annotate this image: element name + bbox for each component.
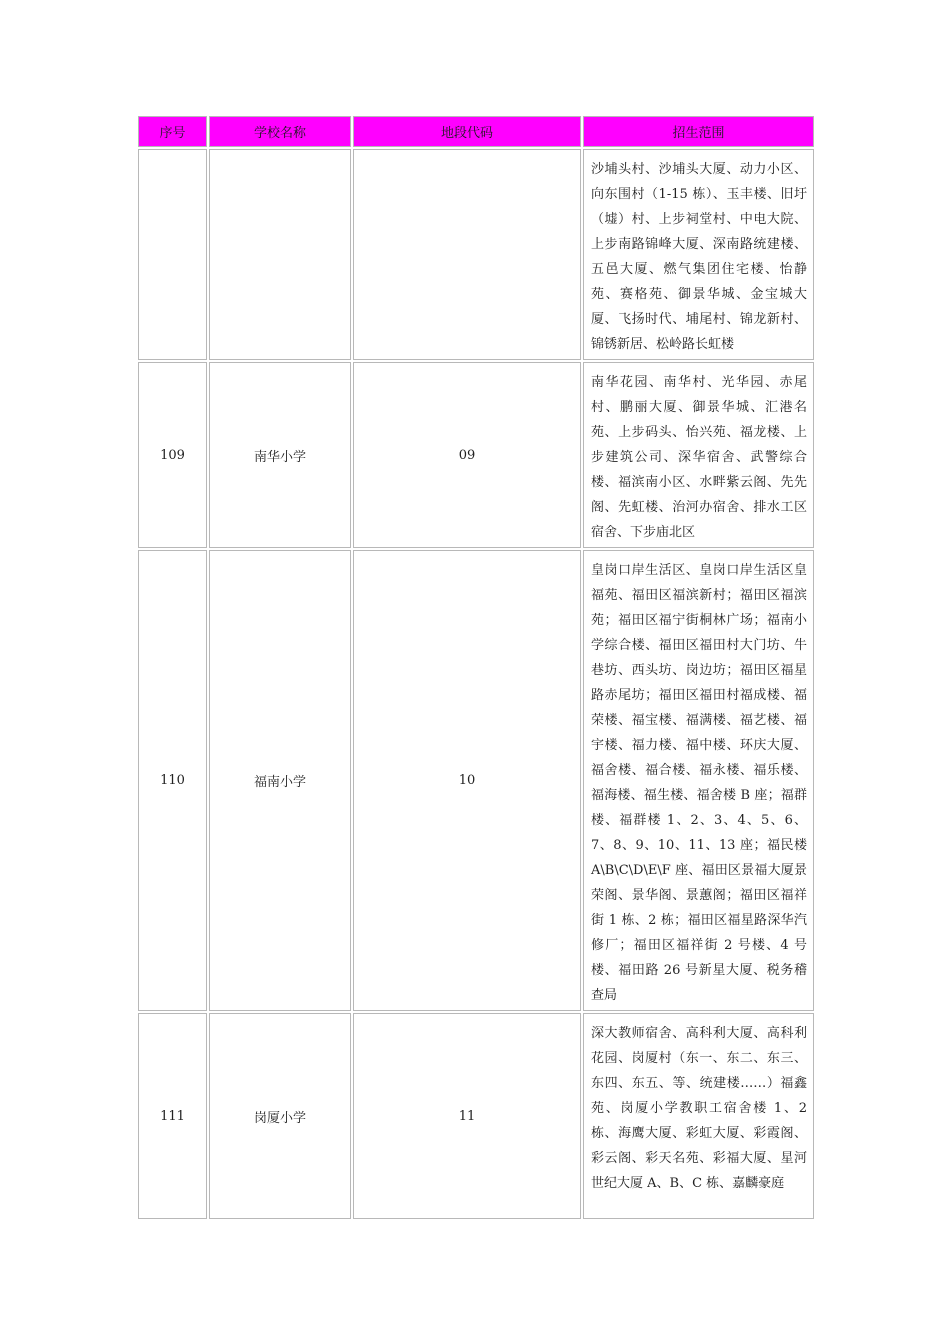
header-enrollment-scope: 招生范围	[583, 116, 814, 147]
enrollment-scope-cell: 皇岗口岸生活区、皇岗口岸生活区皇福苑、福田区福滨新村；福田区福滨苑；福田区福宁街桐林广场；福南小学综合楼、福田区福田村大门坊、牛巷坊、西头坊、岗边坊；福田区福星路赤尾坊；福田区福田村福成楼、福荣楼、福宝楼、福满楼、福艺楼、福宇楼、福力楼、福中楼、环庆大厦、福舍楼、福合楼、福永楼、福乐楼、福海楼、福生楼、福舍楼 B 座；福群楼、福群楼 1、2、3、4、5、6、7、8、9、10、11、13 座；福民楼 A\B\C\D\E\F 座、福田区景福大厦景荣阁、景华阁、景蕙阁；福田区福祥街 1 栋、2 栋；福田区福星路深华汽修厂；福田区福祥街 2 号楼、4 号楼、福田路 26 号新星大厦、税务稽查局	[583, 550, 814, 1011]
district-code-cell	[353, 149, 581, 360]
header-district-code: 地段代码	[353, 116, 581, 147]
district-code-cell: 09	[353, 362, 581, 548]
enrollment-scope-cell: 深大教师宿舍、高科利大厦、高科利花园、岗厦村（东一、东二、东三、东四、东五、等、统建楼……）福鑫苑、岗厦小学教职工宿舍楼 1、2 栋、海鹰大厦、彩虹大厦、彩霞阁、彩云阁、彩天名苑、彩福大厦、星河世纪大厦 A、B、C 栋、嘉麟豪庭	[583, 1013, 814, 1219]
district-code-cell: 10	[353, 550, 581, 1011]
enrollment-scope-cell: 南华花园、南华村、光华园、赤尾村、鹏丽大厦、御景华城、汇港名苑、上步码头、怡兴苑、福龙楼、上步建筑公司、深华宿舍、武警综合楼、福滨南小区、水畔紫云阁、先先阁、先虹楼、治河办宿舍、排水工区宿舍、下步庙北区	[583, 362, 814, 548]
header-serial-no: 序号	[138, 116, 207, 147]
school-name-cell: 福南小学	[209, 550, 351, 1011]
school-name-cell: 岗厦小学	[209, 1013, 351, 1219]
enrollment-table	[136, 114, 816, 1221]
table-row	[138, 149, 814, 360]
serial-no-cell: 110	[138, 550, 207, 1011]
header-school-name: 学校名称	[209, 116, 351, 147]
table-row	[138, 550, 814, 1011]
table-row	[138, 362, 814, 548]
enrollment-scope-cell: 沙埔头村、沙埔头大厦、动力小区、向东围村（1-15 栋）、玉丰楼、旧圩（墟）村、上步祠堂村、中电大院、上步南路锦峰大厦、深南路统建楼、五邑大厦、燃气集团住宅楼、怡静苑、赛格苑、御景华城、金宝城大厦、飞扬时代、埔尾村、锦龙新村、锦锈新居、松岭路长虹楼	[583, 149, 814, 360]
school-name-cell: 南华小学	[209, 362, 351, 548]
district-code-cell: 11	[353, 1013, 581, 1219]
table-row	[138, 1013, 814, 1219]
school-name-cell	[209, 149, 351, 360]
table-header-row	[138, 116, 814, 147]
serial-no-cell: 109	[138, 362, 207, 548]
serial-no-cell	[138, 149, 207, 360]
serial-no-cell: 111	[138, 1013, 207, 1219]
